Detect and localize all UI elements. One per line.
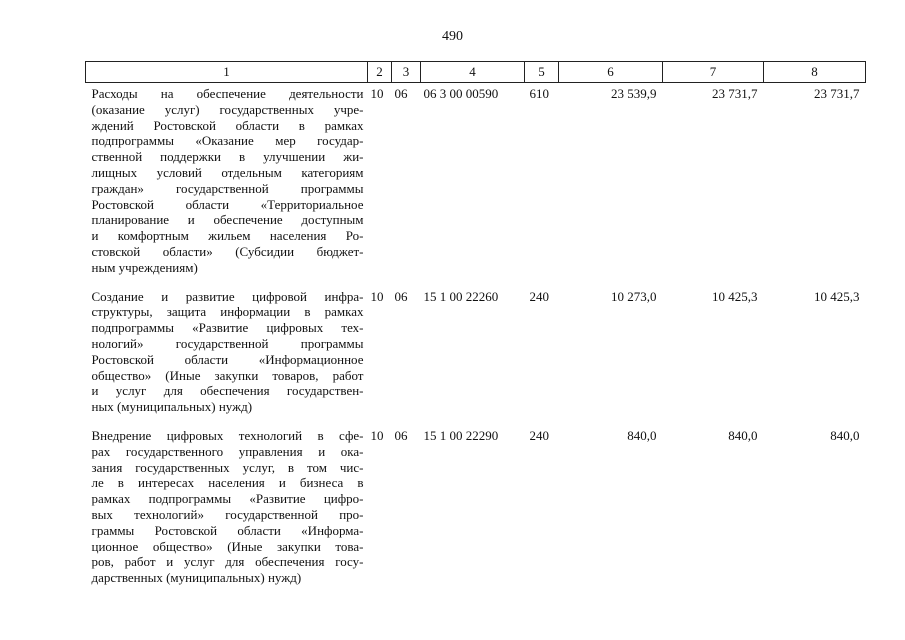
row-amount-8: 23 731,7	[814, 86, 860, 101]
row-amount-7: 840,0	[728, 427, 758, 443]
column-header-7: 7	[663, 62, 764, 83]
row-section: 10	[370, 86, 384, 101]
description-line: ственной поддержки в улучшении жи-	[91, 149, 364, 165]
row-subsection: 06	[394, 288, 408, 304]
description-line: граммы Ростовской области «Информа-	[91, 522, 364, 538]
description-line: ных (муниципальных) нужд)	[91, 399, 253, 415]
description-line: граждан» государственной программы	[91, 180, 364, 196]
row-target-article: 06 3 00 00590	[423, 86, 499, 101]
description-line: подпрограммы «Оказание мер государ-	[91, 133, 364, 149]
row-target-article: 15 1 00 22290	[423, 427, 499, 443]
table-row	[86, 425, 866, 596]
description-line: стовской области» (Субсидии бюджет-	[91, 243, 364, 259]
description-line: ждений Ростовской области в рамках	[91, 117, 364, 133]
row-amount-6: 10 273,0	[611, 288, 657, 304]
row-amount-7: 23 731,7	[712, 86, 758, 101]
description-line: структуры, защита информации в рамках	[91, 304, 364, 320]
description-line: Создание и развитие цифровой инфра-	[91, 288, 364, 304]
page-number: 490	[442, 29, 463, 44]
budget-table	[85, 61, 866, 596]
description-line: рах государственного управления и ока-	[91, 443, 364, 459]
column-header-6: 6	[559, 62, 663, 83]
row-subsection: 06	[394, 86, 408, 101]
description-line: Ростовской области «Территориальное	[91, 196, 364, 212]
row-expense-type: 240	[529, 427, 549, 443]
description-line: (оказание услуг) государственных учре-	[91, 101, 364, 117]
row-amount-7: 10 425,3	[712, 288, 758, 304]
table-row	[86, 83, 866, 286]
description-line: нологий» государственной программы	[91, 335, 364, 351]
table-row	[86, 286, 866, 425]
table-body	[86, 83, 866, 596]
description-line: вых технологий» государственной про-	[91, 506, 364, 522]
row-section: 10	[370, 288, 384, 304]
row-description	[86, 286, 368, 425]
row-amount-8: 10 425,3	[814, 288, 860, 304]
row-description	[86, 83, 368, 286]
column-header-4: 4	[421, 62, 525, 83]
description-line: лищных условий отдельным категориям	[91, 164, 364, 180]
description-line: и комфортным жильем населения Ро-	[91, 228, 364, 244]
description-line: общество» (Иные закупки товаров, работ	[91, 367, 364, 383]
column-header-2: 2	[368, 62, 392, 83]
row-amount-6: 840,0	[627, 427, 657, 443]
description-line: планирование и обеспечение доступным	[91, 212, 364, 228]
row-description	[86, 425, 368, 596]
description-line: Внедрение цифровых технологий в сфе-	[91, 427, 364, 443]
description-line: ров, работ и услуг для обеспечения госу-	[91, 554, 364, 570]
description-line: подпрограммы «Развитие цифровых тех-	[91, 320, 364, 336]
description-line: дарственных (муниципальных) нужд)	[91, 570, 302, 586]
description-line: зания государственных услуг, в том чис-	[91, 459, 364, 475]
row-expense-type: 610	[529, 86, 549, 101]
row-subsection: 06	[394, 427, 408, 443]
row-section: 10	[370, 427, 384, 443]
description-line: ле в интересах населения и бизнеса в	[91, 475, 364, 491]
column-header-1: 1	[86, 62, 368, 83]
description-line: Ростовской области «Информационное	[91, 351, 364, 367]
description-line: и услуг для обеспечения государствен-	[91, 383, 364, 399]
row-target-article: 15 1 00 22260	[423, 288, 499, 304]
column-header-5: 5	[525, 62, 559, 83]
description-line: ным учреждениям)	[91, 259, 198, 275]
header-row	[86, 62, 866, 83]
row-amount-8: 840,0	[830, 427, 860, 443]
row-amount-6: 23 539,9	[611, 86, 657, 101]
column-header-3: 3	[392, 62, 421, 83]
column-header-8: 8	[764, 62, 866, 83]
description-line: Расходы на обеспечение деятельности	[91, 86, 364, 101]
description-line: рамках подпрограммы «Развитие цифро-	[91, 491, 364, 507]
row-expense-type: 240	[529, 288, 549, 304]
description-line: ционное общество» (Иные закупки това-	[91, 538, 364, 554]
table-header	[86, 62, 866, 83]
